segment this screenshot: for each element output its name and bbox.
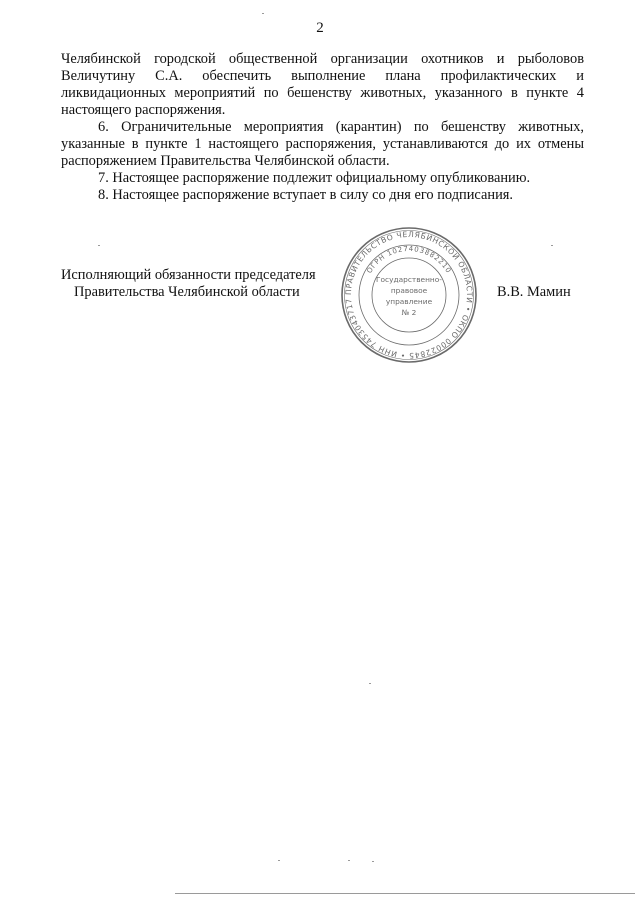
seal-center-line-2: правовое xyxy=(390,286,428,295)
signatory-position xyxy=(61,267,341,301)
signatory-position-line-1: Исполняющий обязанности председателя xyxy=(61,267,316,283)
signatory-position-line-2: Правительства Челябинской области xyxy=(74,284,300,300)
seal-center-line-1: Государственно- xyxy=(376,275,442,284)
scan-speck xyxy=(348,860,350,861)
scan-speck xyxy=(278,860,280,861)
scan-speck xyxy=(551,245,553,246)
scan-speck xyxy=(372,861,374,862)
svg-text:ОГРН 1027403882210 xyxy=(365,245,452,275)
seal-center-line-3: управление xyxy=(385,297,433,306)
seal-icon xyxy=(339,225,479,365)
paragraph-continuation: Челябинской городской общественной организации охотников и рыболовов Величутину С.А. обеспечить выполнение плана профилактических и ликвидационных мероприятий по бешенству животных, указанного в пункте 4 настоящего распоряжения. xyxy=(61,51,584,118)
scan-speck xyxy=(98,245,100,246)
seal-outer-ring-text: ПРАВИТЕЛЬСТВО ЧЕЛЯБИНСКОЙ ОБЛАСТИ • ОКПО 00022845 • ИНН 7453043717 xyxy=(343,229,475,361)
document-body xyxy=(61,51,584,204)
paragraph-item-7: 7. Настоящее распоряжение подлежит официальному опубликованию. xyxy=(98,170,531,186)
scan-edge-line xyxy=(175,893,635,894)
seal-inner-ring-text: ОГРН 1027403882210 xyxy=(365,244,453,275)
seal-center-line-4: № 2 xyxy=(401,308,417,317)
paragraph-item-6: 6. Ограничительные мероприятия (карантин) по бешенству животных, указанные в пункте 1 настоящего распоряжения, устанавливаются до их отмены распоряжением Правительства Челябинской области. xyxy=(61,119,584,169)
page-number: 2 xyxy=(316,20,324,36)
scan-speck xyxy=(369,683,371,684)
official-seal-stamp xyxy=(339,225,479,365)
paragraph-item-8: 8. Настоящее распоряжение вступает в силу со дня его подписания. xyxy=(98,187,513,203)
scan-speck xyxy=(262,13,264,14)
signatory-name: В.В. Мамин xyxy=(497,284,571,300)
